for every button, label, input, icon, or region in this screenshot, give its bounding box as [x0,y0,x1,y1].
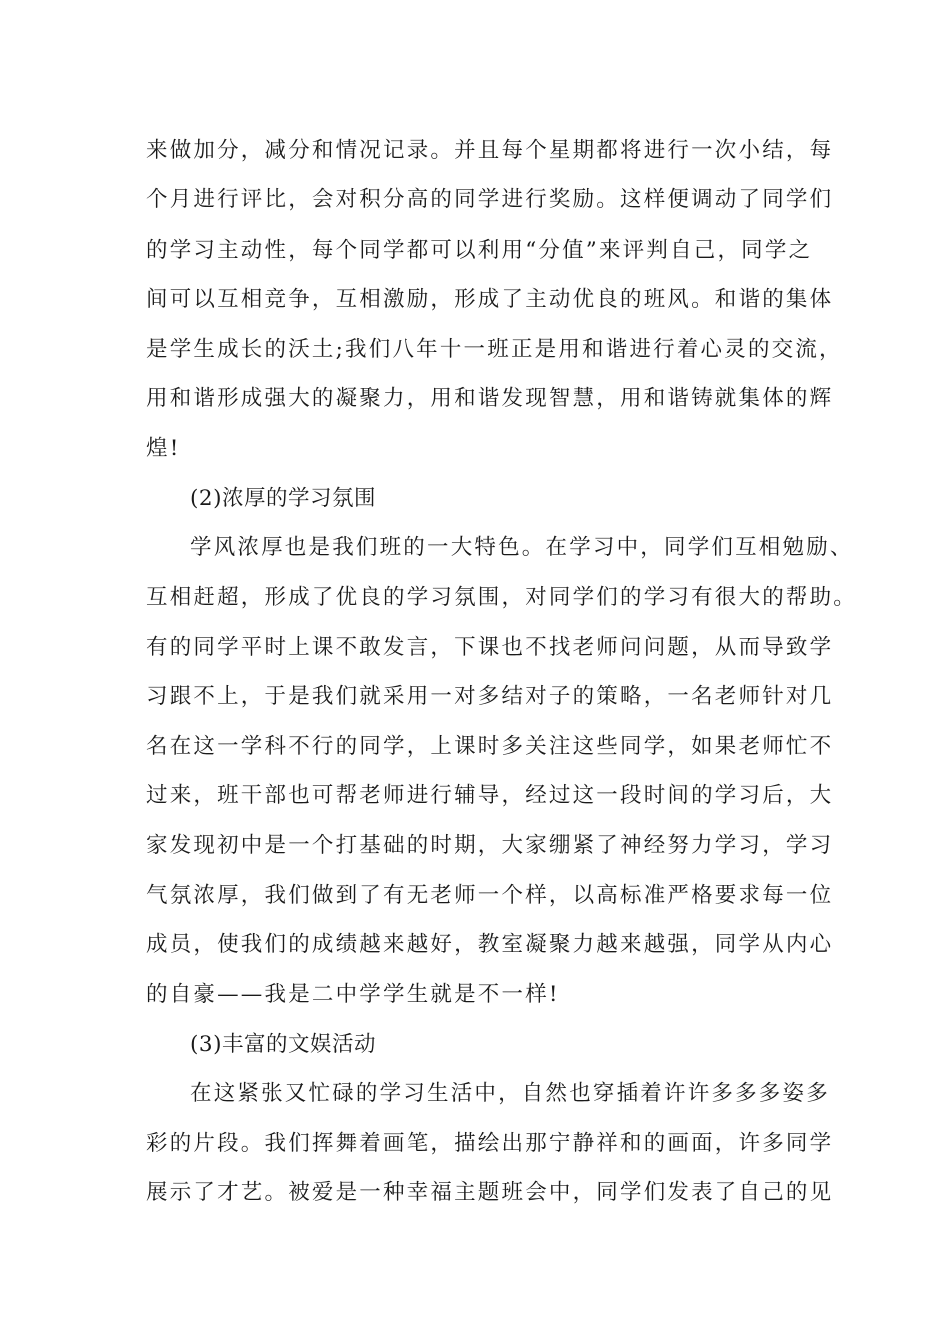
body-text-line: 气氛浓厚，我们做到了有无老师一个样，以高标准严格要求每一位 [146,883,834,908]
body-text-line: 学风浓厚也是我们班的一大特色。在学习中，同学们互相勉励、 [190,535,854,560]
body-text-line: 名在这一学科不行的同学，上课时多关注这些同学，如果老师忙不 [146,734,834,759]
body-text-line: 展示了才艺。被爱是一种幸福主题班会中，同学们发表了自己的见 [146,1180,834,1205]
body-text-line: 互相赶超，形成了优良的学习氛围，对同学们的学习有很大的帮助。 [146,585,858,610]
section-heading: (3)丰富的文娱活动 [190,1032,376,1057]
body-text-line: 的自豪——我是二中学学生就是不一样! [146,982,560,1007]
body-text-line: 在这紧张又忙碌的学习生活中，自然也穿插着许许多多多姿多 [190,1081,830,1106]
body-text-line: 过来，班干部也可帮老师进行辅导，经过这一段时间的学习后，大 [146,783,834,808]
body-text-line: 用和谐形成强大的凝聚力，用和谐发现智慧，用和谐铸就集体的辉 [146,386,834,411]
body-text-line: 个月进行评比，会对积分高的同学进行奖励。这样便调动了同学们 [146,187,834,212]
body-text-line: 间可以互相竞争，互相激励，形成了主动优良的班风。和谐的集体 [146,287,834,312]
body-text-line: 成员，使我们的成绩越来越好，教室凝聚力越来越强，同学从内心 [146,932,834,957]
section-heading: (2)浓厚的学习氛围 [190,486,376,511]
body-text-line: 家发现初中是一个打基础的时期，大家绷紧了神经努力学习，学习 [146,833,834,858]
body-text-line: 习跟不上，于是我们就采用一对多结对子的策略，一名老师针对几 [146,684,834,709]
body-text-line: 是学生成长的沃土;我们八年十一班正是用和谐进行着心灵的交流， [146,337,843,362]
body-text-line: 彩的片段。我们挥舞着画笔，描绘出那宁静祥和的画面，许多同学 [146,1131,834,1156]
body-text-line: 的学习主动性，每个同学都可以利用“分值”来评判自己，同学之 [146,238,813,263]
body-text-line: 来做加分，减分和情况记录。并且每个星期都将进行一次小结，每 [146,138,834,163]
body-text-line: 有的同学平时上课不敢发言，下课也不找老师问问题，从而导致学 [146,635,834,660]
body-text-line: 煌! [146,436,181,461]
